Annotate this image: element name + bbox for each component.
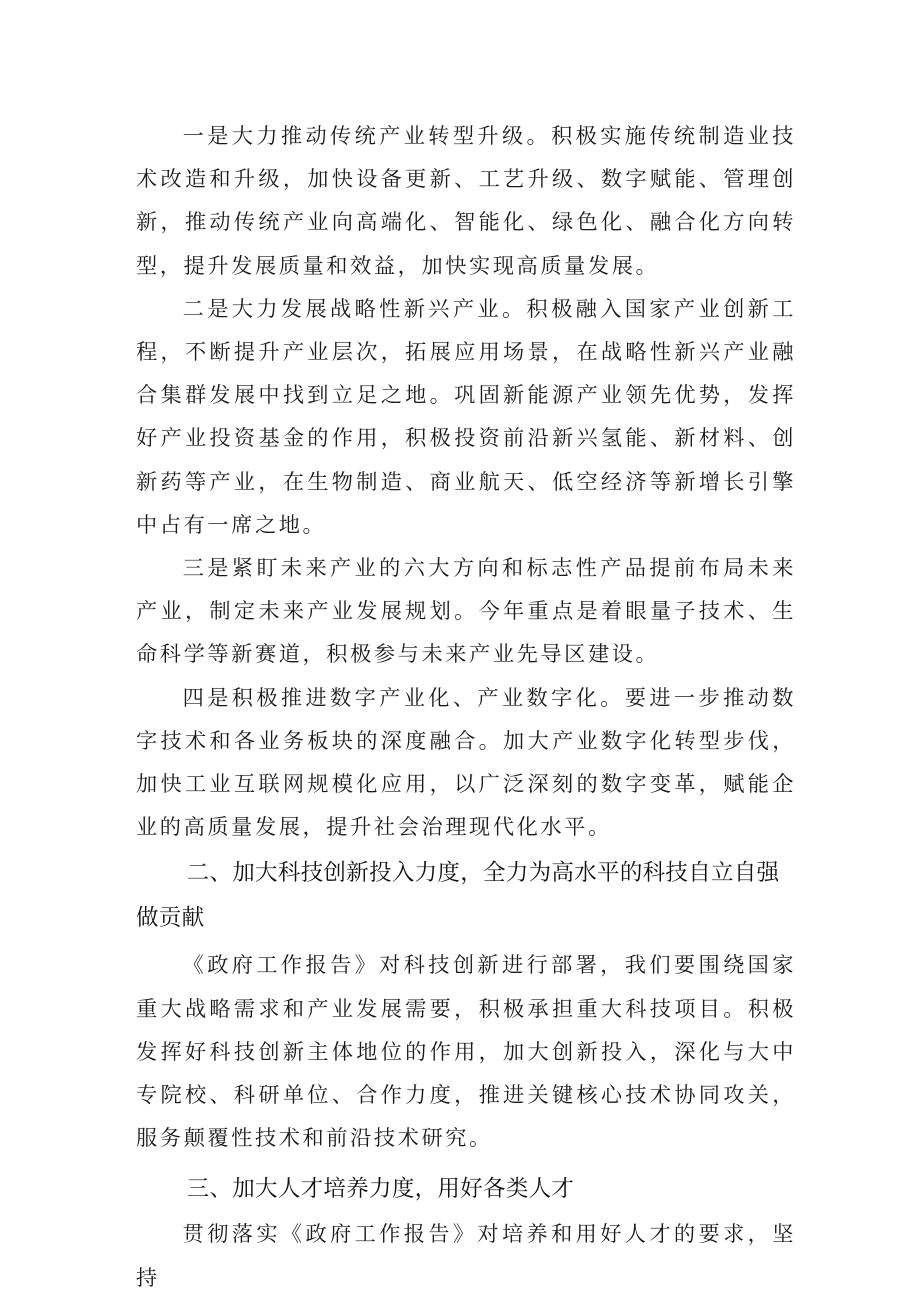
section-heading-talent: 三、加大人才培养力度，用好各类人才	[186, 1176, 575, 1203]
section-heading-tech-innovation: 二、加大科技创新投入力度，全力为高水平的科技自立自强做贡献	[136, 860, 780, 932]
paragraph-digital-industry: 四是积极推进数字产业化、产业数字化。要进一步推动数字技术和各业务板块的深度融合。加大产业数字化转型步伐，加快工业互联网规模化应用，以广泛深刻的数字变革，赋能企业的高质量发展，提升社会治理现代化水平。	[136, 684, 796, 840]
paragraph-talent: 贯彻落实《政府工作报告》对培养和用好人才的要求，坚持	[136, 1221, 796, 1290]
paragraph-emerging-industry: 二是大力发展战略性新兴产业。积极融入国家产业创新工程，不断提升产业层次，拓展应用场景，在战略性新兴产业融合集群发展中找到立足之地。巩固新能源产业领先优势，发挥好产业投资基金的作用，积极投资前沿新兴氢能、新材料、创新药等产业，在生物制造、商业航天、低空经济等新增长引擎中占有一席之地。	[136, 295, 796, 537]
paragraph-tech-innovation: 《政府工作报告》对科技创新进行部署，我们要围绕国家重大战略需求和产业发展需要，积极承担重大科技项目。积极发挥好科技创新主体地位的作用，加大创新投入，深化与大中专院校、科研单位、合作力度，推进关键核心技术协同攻关，服务颠覆性技术和前沿技术研究。	[136, 952, 796, 1151]
document-body	[136, 114, 796, 1299]
paragraph-traditional-industry: 一是大力推动传统产业转型升级。积极实施传统制造业技术改造和升级，加快设备更新、工艺升级、数字赋能、管理创新，推动传统产业向高端化、智能化、绿色化、融合化方向转型，提升发展质量和效益，加快实现高质量发展。	[136, 123, 796, 278]
paragraph-future-industry: 三是紧盯未来产业的六大方向和标志性产品提前布局未来产业，制定未来产业发展规划。今年重点是着眼量子技术、生命科学等新赛道，积极参与未来产业先导区建设。	[136, 555, 796, 667]
